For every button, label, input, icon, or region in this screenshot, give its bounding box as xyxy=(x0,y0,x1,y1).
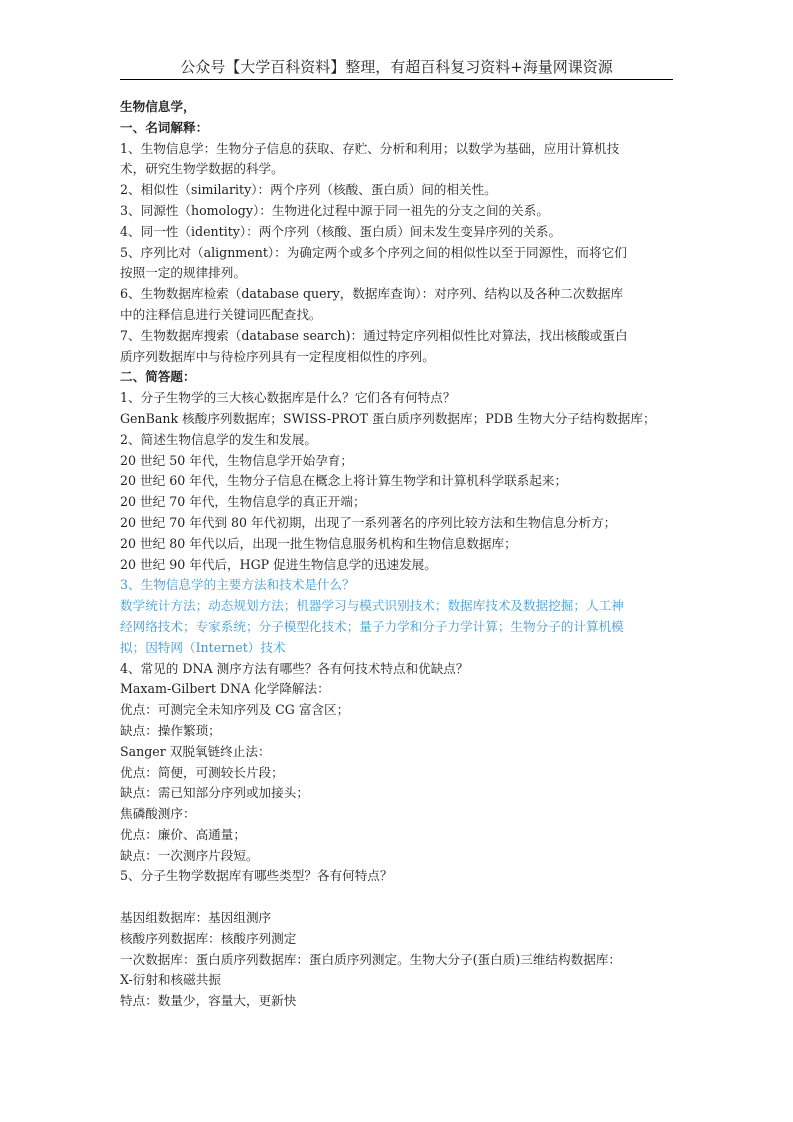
text-line: 核酸序列数据库：核酸序列测定 xyxy=(120,930,297,946)
text-line: 中的注释信息进行关键词匹配查找。 xyxy=(120,306,322,322)
text-line: 4、常见的 DNA 测序方法有哪些？各有何技术特点和优缺点？ xyxy=(120,660,469,676)
document-body xyxy=(120,97,675,1012)
text-line: 二、简答题： xyxy=(120,369,196,385)
text-line: 缺点：一次测序片段短。 xyxy=(120,847,259,863)
text-line: 术，研究生物学数据的科学。 xyxy=(120,161,284,177)
text-line: Maxam-Gilbert DNA 化学降解法： xyxy=(120,681,330,697)
text-line: 经网络技术；专家系统；分子模型化技术；量子力学和分子力学计算；生物分子的计算机模 xyxy=(120,618,624,634)
text-line: 2、相似性（similarity）：两个序列（核酸、蛋白质）间的相关性。 xyxy=(120,182,497,198)
text-line: 20 世纪 50 年代，生物信息学开始孕育； xyxy=(120,452,353,468)
text-line: 一次数据库：蛋白质序列数据库：蛋白质序列测定。生物大分子(蛋白质)三维结构数据库： xyxy=(120,951,621,967)
text-line: 优点：简便，可测较长片段； xyxy=(120,764,284,780)
text-line: X-衍射和核磁共振 xyxy=(120,972,221,988)
text-line: 缺点：需已知部分序列或加接头； xyxy=(120,785,309,801)
text-line: 拟；因特网（Internet）技术 xyxy=(120,639,286,655)
text-line: 优点：廉价、高通量； xyxy=(120,826,246,842)
text-line: 特点：数量少，容量大，更新快 xyxy=(120,993,297,1009)
text-line: 优点：可测完全未知序列及 CG 富含区； xyxy=(120,702,350,718)
text-line: 3、生物信息学的主要方法和技术是什么？ xyxy=(120,577,355,593)
text-line: 基因组数据库：基因组测序 xyxy=(120,910,272,926)
text-line: 数学统计方法；动态规划方法；机器学习与模式识别技术；数据库技术及数据挖掘；人工神 xyxy=(120,598,624,614)
page-header: 公众号【大学百科资料】整理，有超百科复习资料+海量网课资源 xyxy=(180,58,613,76)
header-divider xyxy=(120,79,673,80)
text-line: 质序列数据库中与待检序列具有一定程度相似性的序列。 xyxy=(120,348,435,364)
text-line: 4、同一性（identity）：两个序列（核酸、蛋白质）间未发生变异序列的关系。 xyxy=(120,223,562,239)
text-line: 2、简述生物信息学的发生和发展。 xyxy=(120,431,317,447)
text-line: 5、分子生物学数据库有哪些类型？各有何特点？ xyxy=(120,868,393,884)
text-line: 20 世纪 60 年代，生物分子信息在概念上将计算生物学和计算机科学联系起来； xyxy=(120,473,568,489)
text-line: 缺点：操作繁琐； xyxy=(120,722,221,738)
text-line: 20 世纪 90 年代后，HGP 促进生物信息学的迅速发展。 xyxy=(120,556,437,572)
blank-line xyxy=(120,887,675,908)
text-line: 20 世纪 70 年代，生物信息学的真正开端； xyxy=(120,494,366,510)
text-line: Sanger 双脱氧链终止法： xyxy=(120,743,271,759)
text-line: 20 世纪 70 年代到 80 年代初期，出现了一系列著名的序列比较方法和生物信息分析方； xyxy=(120,514,617,530)
text-line: 1、生物信息学：生物分子信息的获取、存贮、分析和利用；以数学为基础，应用计算机技 xyxy=(120,140,620,156)
text-line: 1、分子生物学的三大核心数据库是什么？它们各有何特点？ xyxy=(120,390,456,406)
text-line: 按照一定的规律排列。 xyxy=(120,265,246,281)
text-line: 焦磷酸测序： xyxy=(120,806,196,822)
text-line: 3、同源性（homology）：生物进化过程中源于同一祖先的分支之间的关系。 xyxy=(120,202,549,218)
text-line: GenBank 核酸序列数据库；SWISS-PROT 蛋白质序列数据库；PDB 生物大分子结构数据库； xyxy=(120,410,656,426)
text-line: 生物信息学， xyxy=(120,99,196,114)
text-line: 一、名词解释： xyxy=(120,119,209,135)
text-line: 6、生物数据库检索（database query，数据库查询）：对序列、结构以及各种二次数据库 xyxy=(120,286,624,302)
text-line: 5、序列比对（alignment）：为确定两个或多个序列之间的相似性以至于同源性，而将它们 xyxy=(120,244,627,260)
text-line: 7、生物数据库搜索（database search)：通过特定序列相似性比对算法，找出核酸或蛋白 xyxy=(120,327,628,343)
text-line: 20 世纪 80 年代以后，出现一批生物信息服务机构和生物信息数据库； xyxy=(120,535,517,551)
